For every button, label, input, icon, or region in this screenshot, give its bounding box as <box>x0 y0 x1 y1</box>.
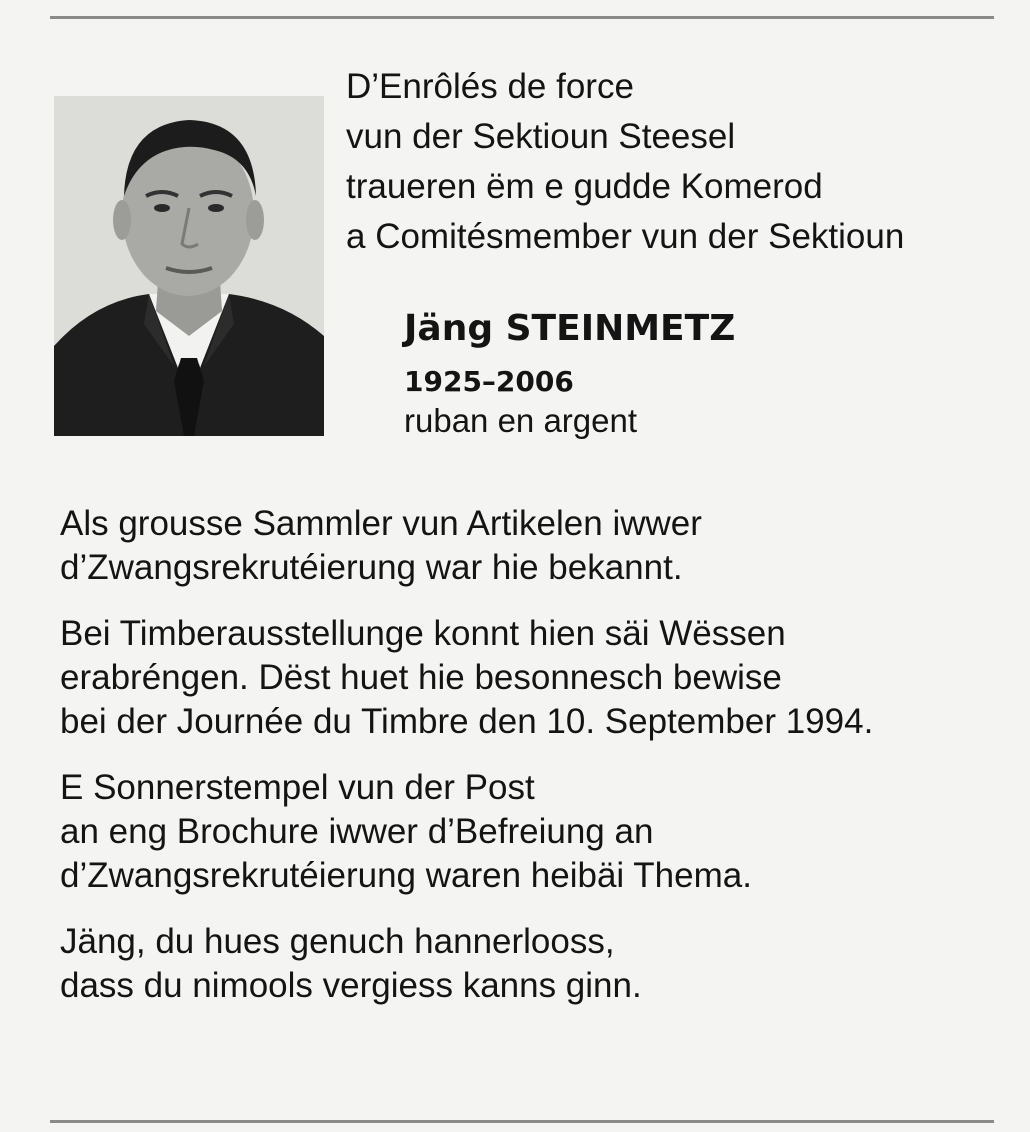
life-years: 1925–2006 <box>404 365 574 398</box>
honor-label: ruban en argent <box>404 402 638 439</box>
text-line: an eng Brochure iwwer d’Befreiung an <box>60 812 654 851</box>
text-line: E Sonnerstempel vun der Post <box>60 768 535 807</box>
text-line: Bei Timberausstellunge konnt hien säi Wëssen <box>60 614 786 653</box>
text-line: d’Zwangsrekrutéierung waren heibäi Thema. <box>60 856 752 895</box>
text-line: erabréngen. Dëst huet hie besonnesch bewise <box>60 658 782 697</box>
announcement-header <box>346 62 1006 262</box>
paragraph-exhibitions <box>60 612 1010 744</box>
text-line: Jäng, du hues genuch hannerlooss, <box>60 922 615 961</box>
deceased-info <box>404 302 1004 440</box>
portrait-photo <box>54 96 324 436</box>
text-line: bei der Journée du Timbre den 10. September 1994. <box>60 702 874 741</box>
tribute-text <box>60 502 1010 1030</box>
header-line-mourning: traueren ëm e gudde Komerod <box>346 167 823 206</box>
header-line-section: vun der Sektioun Steesel <box>346 117 736 156</box>
paragraph-postmark <box>60 766 1010 898</box>
text-line: d’Zwangsrekrutéierung war hie bekannt. <box>60 548 683 587</box>
deceased-name: Jäng STEINMETZ <box>404 308 736 349</box>
header-line-role: a Comitésmember vun der Sektioun <box>346 217 905 256</box>
bottom-divider <box>50 1120 994 1123</box>
text-line: Als grousse Sammler vun Artikelen iwwer <box>60 504 702 543</box>
paragraph-farewell <box>60 920 1010 1008</box>
text-line: dass du nimools vergiess kanns ginn. <box>60 966 642 1005</box>
paragraph-collector <box>60 502 1010 590</box>
top-divider <box>50 16 994 19</box>
header-line-organization: D’Enrôlés de force <box>346 67 634 106</box>
